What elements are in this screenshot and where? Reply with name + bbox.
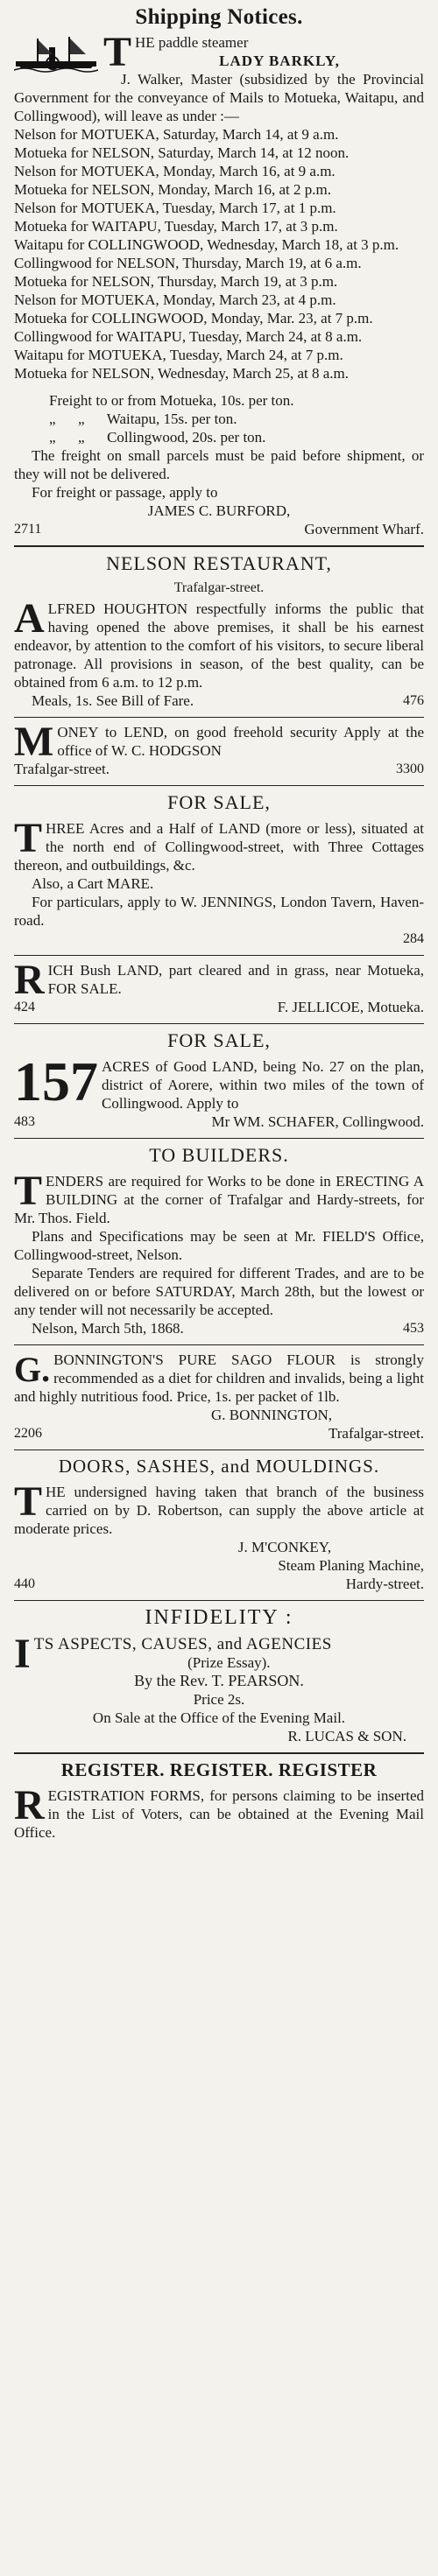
ad-signer: G. BONNINGTON, <box>210 1407 333 1423</box>
divider <box>14 1449 424 1450</box>
ad-reference: 284 <box>403 931 424 946</box>
ad-business: Steam Planing Machine, <box>278 1557 424 1574</box>
freight-line: „ „ Collingwood, 20s. per ton. <box>49 429 266 446</box>
ad-title: DOORS, SASHES, and MOULDINGS. <box>58 1456 380 1477</box>
ad-sale: On Sale at the Office of the Evening Mail. <box>92 1709 346 1726</box>
doors-ad <box>14 1456 424 1593</box>
ad-title: REGISTER. REGISTER. REGISTER <box>60 1759 378 1780</box>
ad-street: Trafalgar-street. <box>328 1425 424 1442</box>
freight-rates <box>14 391 424 446</box>
ad-body: HREE Acres and a Half of LAND (more or less), situated at the north end of Collingwood-street, with Three Cottages thereon, and outbuildings, &c. <box>14 820 424 874</box>
schedule-line: Collingwood for NELSON, Thursday, March 19, at 6 a.m. <box>14 255 362 271</box>
divider <box>14 1752 424 1754</box>
divider <box>14 785 424 786</box>
ad-title: NELSON RESTAURANT, <box>106 552 332 574</box>
schedule-line: Nelson for MOTUEKA, Monday, March 23, at 4 p.m. <box>14 291 336 308</box>
sailing-schedule <box>14 125 424 383</box>
paddle-steamer-icon <box>14 35 98 74</box>
ad-separate: Separate Tenders are required for different Trades, and are to be delivered on or before SATURDAY, March 28th, but the lowest or any tender will not necessarily be accepted. <box>14 1265 424 1318</box>
ad-date: Nelson, March 5th, 1868. <box>32 1320 184 1337</box>
restaurant-ad <box>14 552 424 710</box>
schedule-line: Motueka for NELSON, Thursday, March 19, at 3 p.m. <box>14 273 338 290</box>
ad-seller: R. LUCAS & SON. <box>287 1728 406 1744</box>
schedule-line: Waitapu for MOTUEKA, Tuesday, March 24, at 7 p.m. <box>14 347 343 363</box>
divider <box>14 1023 424 1024</box>
divider <box>14 955 424 956</box>
ad-body: ACRES of Good LAND, being No. 27 on the plan, district of Aorere, within two miles of the town of Collingwood. Apply to <box>102 1058 424 1112</box>
money-ad <box>14 719 424 778</box>
agent-name: JAMES C. BURFORD, <box>147 502 291 519</box>
ad-body: EGISTRATION FORMS, for persons claiming to be inserted in the List of Voters, can be obtained at the Evening Mail Office. <box>14 1787 424 1841</box>
divider <box>14 1344 424 1345</box>
freight-line: „ „ Waitapu, 15s. per ton. <box>49 411 237 427</box>
schedule-line: Motueka for NELSON, Saturday, March 14, at 12 noon. <box>14 144 350 161</box>
steamer-line1: HE paddle steamer <box>135 34 249 51</box>
ad-particulars: For particulars, apply to W. JENNINGS, London Tavern, Haven-road. <box>14 894 424 929</box>
ad-signer: Mr WM. SCHAFER, Collingwood. <box>211 1113 424 1130</box>
schedule-line: Waitapu for COLLINGWOOD, Wednesday, March 18, at 3 p.m. <box>14 236 399 253</box>
schedule-line: Collingwood for WAITAPU, Tuesday, March 24, at 8 a.m. <box>14 328 363 345</box>
ad-signer: F. JELLICOE, Motueka. <box>277 999 424 1015</box>
ad-author: By the Rev. T. PEARSON. <box>134 1672 304 1689</box>
schedule-line: Motueka for WAITAPU, Tuesday, March 17, at 3 p.m. <box>14 218 338 235</box>
steamer-name: LADY BARKLY, <box>219 53 340 69</box>
drop-capital: R <box>14 1782 45 1828</box>
schedule-line: Nelson for MOTUEKA, Monday, March 16, at 9 a.m. <box>14 163 336 179</box>
ad-reference: 440 <box>14 1576 35 1591</box>
schedule-line: Nelson for MOTUEKA, Saturday, March 14, at 9 a.m. <box>14 126 339 143</box>
freight-line: Freight to or from Motueka, 10s. per ton. <box>49 392 294 409</box>
acres-sale-ad <box>14 1029 424 1131</box>
drop-capital: M <box>14 719 54 765</box>
ad-reference: 483 <box>14 1114 35 1129</box>
drop-capital: T <box>103 29 132 75</box>
drop-capital: G. <box>14 1350 51 1389</box>
ad-also: Also, a Cart MARE. <box>32 875 154 892</box>
ad-reference: 424 <box>14 1000 35 1014</box>
agent-place: Government Wharf. <box>304 521 424 537</box>
ad-title: INFIDELITY : <box>145 1606 293 1629</box>
ad-reference: 3300 <box>396 762 424 776</box>
apply-line: For freight or passage, apply to <box>32 484 218 501</box>
builders-ad <box>14 1144 424 1337</box>
divider <box>14 1600 424 1601</box>
ad-body: ENDERS are required for Works to be done in ERECTING A BUILDING at the corner of Trafalgar and Hardy-streets, for Mr. Thos. Field. <box>14 1173 424 1226</box>
ad-title: FOR SALE, <box>167 1029 271 1051</box>
divider <box>14 1138 424 1139</box>
ad-street: Hardy-street. <box>345 1576 424 1592</box>
steamer-notice <box>14 29 424 538</box>
ad-street: Trafalgar-street. <box>14 761 110 777</box>
newspaper-column <box>14 0 424 1842</box>
ad-reference: 2206 <box>14 1426 42 1441</box>
land-sale-ad <box>14 791 424 948</box>
ad-body: LFRED HOUGHTON respectfully informs the public that having opened the above premises, it shall be his earnest endeavor, by attention to the comfort of his visitors, to secure liberal patronage. All provisions in season, of the best quality, can be obtained from 6 a.m. to 12 p.m. <box>14 600 424 691</box>
drop-capital: T <box>14 815 43 861</box>
ad-reference: 453 <box>403 1321 424 1336</box>
schedule-line: Motueka for COLLINGWOOD, Monday, Mar. 23, at 7 p.m. <box>14 310 373 326</box>
ad-reference: 2711 <box>14 522 42 537</box>
register-ad <box>14 1759 424 1842</box>
bush-land-ad <box>14 957 424 1016</box>
ad-reference: 476 <box>403 693 424 708</box>
drop-capital: I <box>14 1631 31 1677</box>
drop-capital: A <box>14 595 45 642</box>
ad-body: HE undersigned having taken that branch of the business carried on by D. Robertson, can supply the above article at moderate prices. <box>14 1484 424 1537</box>
divider <box>14 545 424 547</box>
sago-ad <box>14 1351 424 1442</box>
ad-body: ICH Bush LAND, part cleared and in grass, near Motueka, FOR SALE. <box>47 962 424 997</box>
drop-capital: R <box>14 957 45 1003</box>
ad-body: ONEY to LEND, on good freehold security Apply at the office of W. C. HODGSON <box>57 724 424 759</box>
drop-capital: T <box>14 1478 43 1525</box>
ad-signer: J. M'CONKEY, <box>237 1539 332 1555</box>
ad-title: TO BUILDERS. <box>149 1144 289 1166</box>
parcels-note: The freight on small parcels must be paid before shipment, or they will not be delivered. <box>14 447 424 482</box>
steamer-intro: J. Walker, Master (subsidized by the Provincial Government for the conveyance of Mails to Motueka, Waitapu, and Collingwood), will leave as under :— <box>14 71 424 124</box>
meals-note: Meals, 1s. See Bill of Fare. <box>32 692 194 709</box>
ad-subtitle: TS ASPECTS, CAUSES, and AGENCIES <box>33 1635 332 1653</box>
ad-subtitle: Trafalgar-street. <box>173 580 265 595</box>
ad-title: FOR SALE, <box>167 791 271 813</box>
ad-essay: (Prize Essay). <box>187 1654 271 1671</box>
section-title: Shipping Notices. <box>135 5 303 29</box>
drop-capital: T <box>14 1168 43 1214</box>
drop-number: 157 <box>14 1050 98 1113</box>
ad-plans: Plans and Specifications may be seen at Mr. FIELD'S Office, Collingwood-street, Nelson. <box>14 1228 424 1263</box>
schedule-line: Motueka for NELSON, Monday, March 16, at 2 p.m. <box>14 181 331 198</box>
divider <box>14 717 424 718</box>
infidelity-ad <box>14 1606 424 1745</box>
schedule-line: Motueka for NELSON, Wednesday, March 25, at 8 a.m. <box>14 365 349 382</box>
ad-body: BONNINGTON'S PURE SAGO FLOUR is strongly recommended as a diet for children and invalids, being a light and highly nutritious food. Price, 1s. per packet of 1lb. <box>14 1351 424 1405</box>
ad-price: Price 2s. <box>193 1691 245 1708</box>
schedule-line: Nelson for MOTUEKA, Tuesday, March 17, at 1 p.m. <box>14 200 336 216</box>
